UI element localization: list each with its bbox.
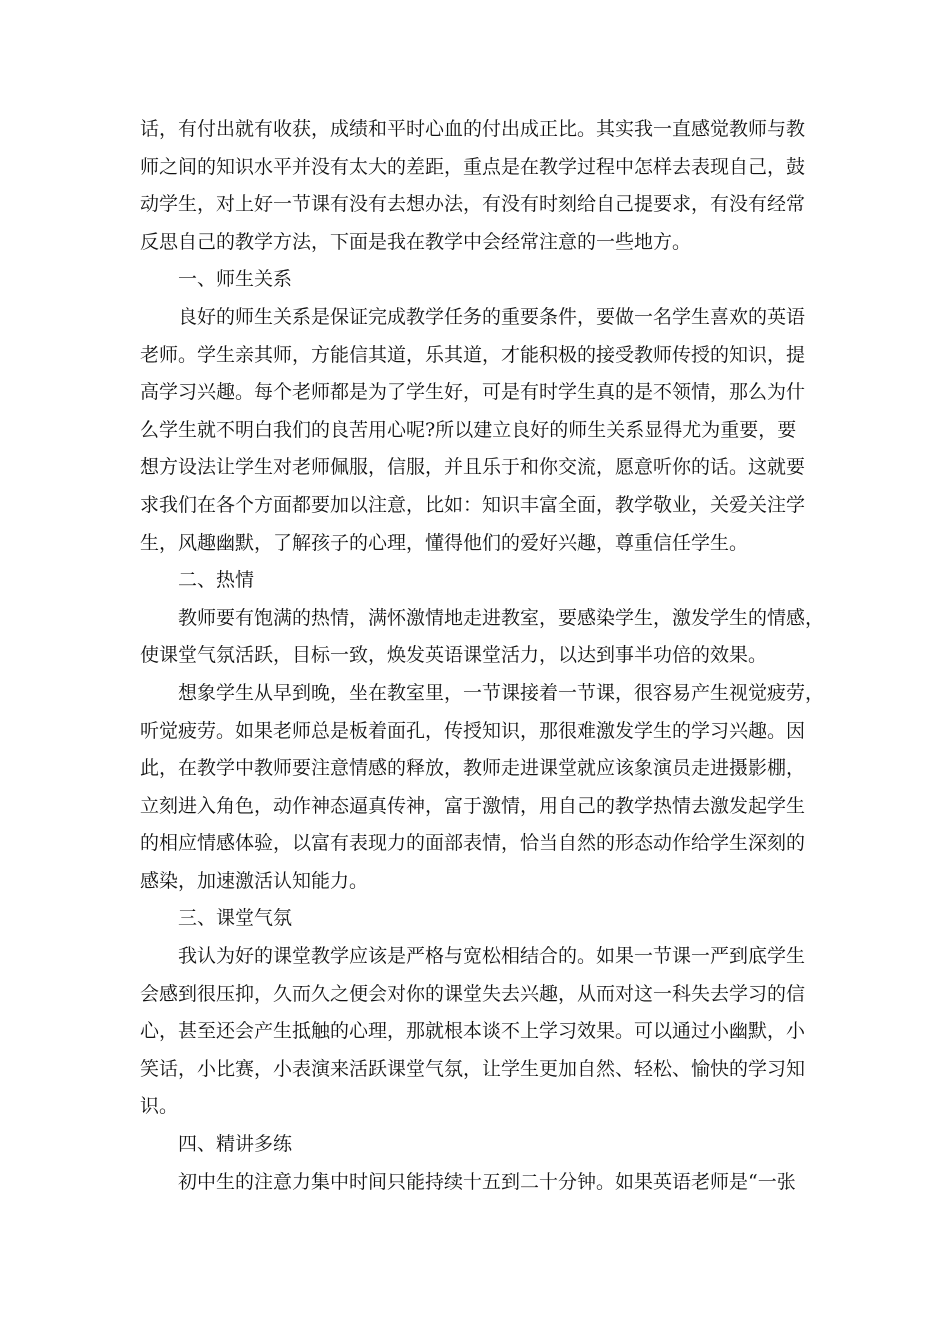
paragraph-line: 此，在教学中教师要注意情感的释放，教师走进课堂就应该象演员走进摄影棚， xyxy=(140,757,806,780)
paragraph-line: 心，甚至还会产生抵触的心理，那就根本谈不上学习效果。可以通过小幽默，小 xyxy=(140,1020,806,1043)
paragraph-line: 感染，加速激活认知能力。 xyxy=(140,869,369,892)
paragraph-line: 会感到很压抑，久而久之便会对你的课堂失去兴趣，从而对这一科失去学习的信 xyxy=(140,982,806,1005)
paragraph-line: 识。 xyxy=(140,1095,179,1118)
paragraph-line: 师之间的知识水平并没有太大的差距，重点是在教学过程中怎样去表现自己，鼓 xyxy=(140,155,806,178)
paragraph-line: 听觉疲劳。如果老师总是板着面孔，传授知识，那很难激发学生的学习兴趣。因 xyxy=(140,719,806,742)
paragraph-line: 初中生的注意力集中时间只能持续十五到二十分钟。如果英语老师是“一张 xyxy=(178,1170,796,1193)
paragraph-line: 的相应情感体验，以富有表现力的面部表情，恰当自然的形态动作给学生深刻的 xyxy=(140,832,806,855)
paragraph-line: 教师要有饱满的热情，满怀激情地走进教室，要感染学生，激发学生的情感， xyxy=(178,606,825,629)
section-heading: 四、精讲多练 xyxy=(178,1133,293,1156)
paragraph-line: 求我们在各个方面都要加以注意，比如：知识丰富全面，教学敬业，关爱关注学 xyxy=(140,493,806,516)
section-heading: 一、师生关系 xyxy=(178,268,293,291)
paragraph-line: 么学生就不明白我们的良苦用心呢?所以建立良好的师生关系显得尤为重要，要 xyxy=(140,418,797,441)
paragraph-line: 老师。学生亲其师，方能信其道，乐其道，才能积极的接受教师传授的知识，提 xyxy=(140,343,806,366)
paragraph-line: 良好的师生关系是保证完成教学任务的重要条件，要做一名学生喜欢的英语 xyxy=(178,305,806,328)
paragraph-line: 动学生，对上好一节课有没有去想办法，有没有时刻给自己提要求，有没有经常 xyxy=(140,193,806,216)
paragraph-line: 想象学生从早到晚，坐在教室里，一节课接着一节课，很容易产生视觉疲劳， xyxy=(178,681,825,704)
paragraph-line: 立刻进入角色，动作神态逼真传神，富于激情，用自己的教学热情去激发起学生 xyxy=(140,794,806,817)
section-heading: 三、课堂气氛 xyxy=(178,907,293,930)
paragraph-line: 生，风趣幽默，了解孩子的心理，懂得他们的爱好兴趣，尊重信任学生。 xyxy=(140,531,749,554)
paragraph-line: 使课堂气氛活跃，目标一致，焕发英语课堂活力，以达到事半功倍的效果。 xyxy=(140,644,768,667)
document-body xyxy=(140,111,840,1201)
paragraph-line: 想方设法让学生对老师佩服，信服，并且乐于和你交流，愿意听你的话。这就要 xyxy=(140,456,806,479)
paragraph-line: 我认为好的课堂教学应该是严格与宽松相结合的。如果一节课一严到底学生 xyxy=(178,945,806,968)
section-heading: 二、热情 xyxy=(178,569,255,592)
paragraph-line: 高学习兴趣。每个老师都是为了学生好，可是有时学生真的是不领情，那么为什 xyxy=(140,381,806,404)
paragraph-line: 话，有付出就有收获，成绩和平时心血的付出成正比。其实我一直感觉教师与教 xyxy=(140,118,806,140)
paragraph-line: 笑话，小比赛，小表演来活跃课堂气氛，让学生更加自然、轻松、愉快的学习知 xyxy=(140,1057,806,1080)
paragraph-line: 反思自己的教学方法，下面是我在教学中会经常注意的一些地方。 xyxy=(140,230,692,253)
